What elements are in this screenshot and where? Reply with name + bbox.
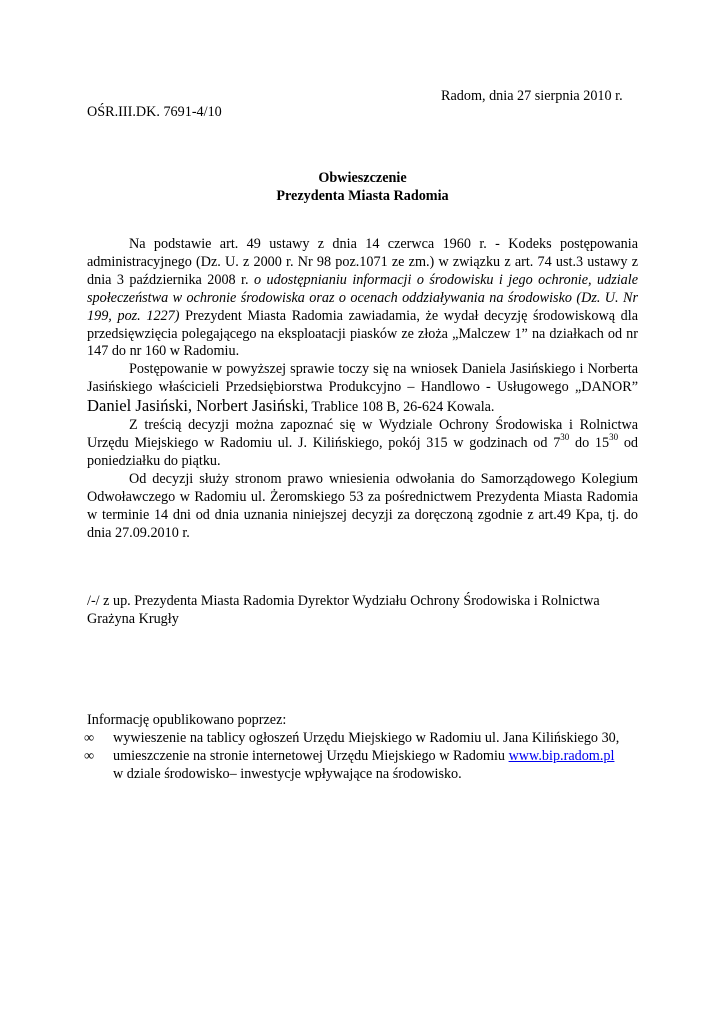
paragraph-1-text-a: Na podstawie art. 49 ustawy z dnia 14 czerwca 1960 r. - Kodeks postępowania administracyjnego (Dz. U. z 2000 r. Nr 98 poz.1071 ze zm.) w związku z art. 74 ust.3 ustawy z dnia 3 października 2008 r. bbox=[87, 236, 638, 288]
publication-item-1: wywieszenie na tablicy ogłoszeń Urzędu Miejskiego w Radomiu ul. Jana Kilińskiego 30, bbox=[113, 729, 620, 746]
signature-name: Grażyna Krugły bbox=[87, 610, 179, 627]
paragraph-1-text-b: Prezydent Miasta Radomia zawiadamia, że wydał decyzję środowiskową dla przedsięwzięcia polegającego na eksploatacji piasków ze złoża „Malczew 1” na działkach od nr 147 do nr 160 w Radomiu. bbox=[87, 307, 638, 360]
publication-heading: Informację opublikowano poprzez: bbox=[87, 712, 287, 728]
hour-superscript-end: 30 bbox=[609, 432, 619, 443]
paragraph-viewing bbox=[87, 417, 638, 471]
document-title bbox=[87, 170, 638, 206]
paragraph-1-italic: o udostępnianiu informacji o środowisku i jego ochronie, udziale społeczeństwa w ochronie środowiska oraz o ocenach oddziaływania na środowisko (Dz. U. Nr 199, poz. 1227) bbox=[87, 271, 638, 324]
signature-block bbox=[87, 593, 638, 629]
bip-website-link[interactable]: www.bip.radom.pl bbox=[508, 747, 615, 764]
publication-item-2-continuation: w dziale środowisko– inwestycje wpływające na środowisko. bbox=[113, 765, 462, 782]
infinity-bullet-icon: ∞ bbox=[84, 729, 95, 746]
title-line-2: Prezydenta Miasta Radomia bbox=[276, 187, 449, 204]
paragraph-2-text-b: , Trablice 108 B, 26-624 Kowala. bbox=[304, 399, 495, 416]
date-line: Radom, dnia 27 sierpnia 2010 r. bbox=[441, 88, 623, 104]
infinity-bullet-icon: ∞ bbox=[84, 747, 95, 764]
paragraph-legal-basis bbox=[87, 236, 638, 361]
paragraph-3-text-b: od poniedziałku do piątku. bbox=[87, 434, 639, 469]
applicant-names: Daniel Jasiński, Norbert Jasiński bbox=[87, 396, 305, 416]
paragraph-2-text-a: Postępowanie w powyższej sprawie toczy się na wniosek Daniela Jasińskiego i Norberta Jasińskiego właścicieli Przedsiębiorstwa Produkcyjno – Handlowo - Usługowego „DANOR” bbox=[87, 361, 638, 396]
signature-line-1: /-/ z up. Prezydenta Miasta Radomia Dyrektor Wydziału Ochrony Środowiska i Rolnictwa bbox=[87, 593, 600, 609]
paragraph-3-text-mid: do 15 bbox=[569, 434, 610, 451]
publication-item-2-text: umieszczenie na stronie internetowej Urzędu Miejskiego w Radomiu bbox=[113, 747, 509, 764]
title-line-1: Obwieszczenie bbox=[318, 170, 407, 186]
document-body bbox=[87, 236, 638, 542]
list-item bbox=[84, 729, 647, 748]
list-item bbox=[84, 747, 647, 784]
reference-number: OŚR.III.DK. 7691-4/10 bbox=[87, 104, 222, 120]
paragraph-appeal: Od decyzji służy stronom prawo wniesienia odwołania do Samorządowego Kolegium Odwoławczego w Radomiu ul. Żeromskiego 53 za pośrednictwem Prezydenta Miasta Radomia w terminie 14 dni od dnia uznania niniejszej decyzji za doręczoną zgodnie z art.49 Kpa, tj. do dnia 27.09.2010 r. bbox=[87, 470, 638, 541]
paragraph-applicant bbox=[87, 361, 638, 417]
publication-info bbox=[84, 712, 647, 784]
hour-superscript-start: 30 bbox=[560, 432, 570, 443]
publication-list bbox=[84, 729, 647, 784]
paragraph-3-text-a: Z treścią decyzji można zapoznać się w Wydziale Ochrony Środowiska i Rolnictwa Urzędu Miejskiego w Radomiu ul. J. Kilińskiego, pokój 315 w godzinach od 7 bbox=[87, 417, 638, 451]
